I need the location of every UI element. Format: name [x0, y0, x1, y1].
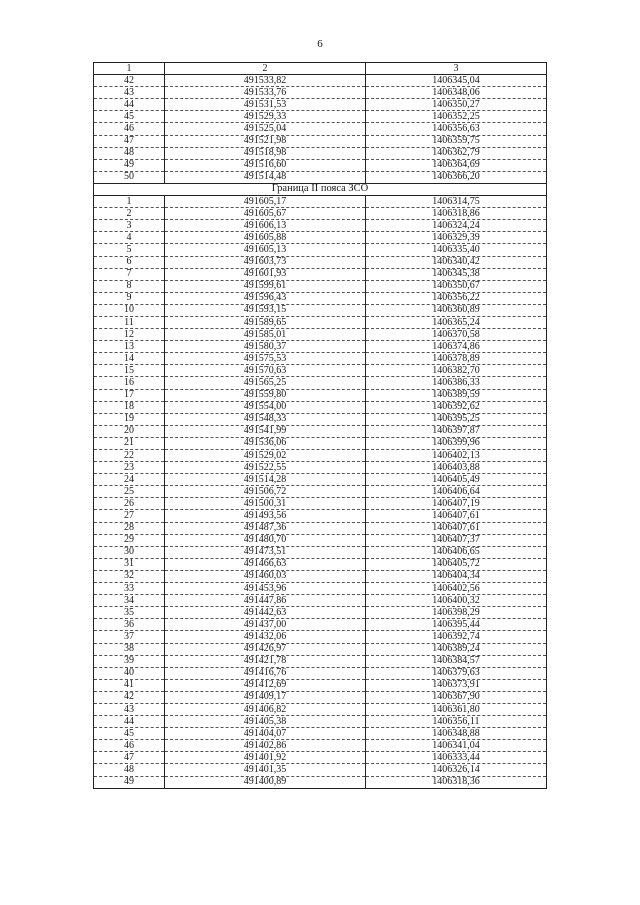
table-row [94, 111, 547, 123]
header-cell-x-coordinate: 2 [165, 63, 366, 75]
y-coordinate-cell: 1406370,58 [366, 329, 547, 341]
x-coordinate-cell: 491548,33 [165, 413, 366, 425]
point-number-cell: 29 [94, 534, 165, 546]
y-coordinate-cell: 1406406,64 [366, 486, 547, 498]
point-number-cell: 48 [94, 764, 165, 776]
x-coordinate-cell: 491605,67 [165, 208, 366, 220]
point-number-cell: 8 [94, 280, 165, 292]
table-body-group-2 [94, 196, 547, 789]
point-number-cell: 33 [94, 583, 165, 595]
table-row [94, 377, 547, 389]
y-coordinate-cell: 1406405,49 [366, 474, 547, 486]
y-coordinate-cell: 1406333,44 [366, 752, 547, 764]
point-number-cell: 28 [94, 522, 165, 534]
coordinates-table [93, 62, 547, 789]
y-coordinate-cell: 1406395,44 [366, 619, 547, 631]
point-number-cell: 11 [94, 316, 165, 328]
y-coordinate-cell: 1406373,91 [366, 679, 547, 691]
point-number-cell: 48 [94, 147, 165, 159]
table-row [94, 99, 547, 111]
y-coordinate-cell: 1406389,59 [366, 389, 547, 401]
point-number-cell: 42 [94, 691, 165, 703]
point-number-cell: 32 [94, 570, 165, 582]
point-number-cell: 46 [94, 740, 165, 752]
point-number-cell: 1 [94, 196, 165, 208]
point-number-cell: 40 [94, 667, 165, 679]
y-coordinate-cell: 1406395,25 [366, 413, 547, 425]
table-row [94, 413, 547, 425]
x-coordinate-cell: 491575,53 [165, 353, 366, 365]
x-coordinate-cell: 491580,37 [165, 341, 366, 353]
x-coordinate-cell: 491487,36 [165, 522, 366, 534]
table-row [94, 341, 547, 353]
y-coordinate-cell: 1406389,24 [366, 643, 547, 655]
y-coordinate-cell: 1406348,88 [366, 728, 547, 740]
point-number-cell: 15 [94, 365, 165, 377]
point-number-cell: 6 [94, 256, 165, 268]
x-coordinate-cell: 491521,98 [165, 135, 366, 147]
point-number-cell: 5 [94, 244, 165, 256]
x-coordinate-cell: 491570,63 [165, 365, 366, 377]
point-number-cell: 12 [94, 329, 165, 341]
table-row [94, 570, 547, 582]
table-row [94, 159, 547, 171]
table-row [94, 679, 547, 691]
header-row [94, 63, 547, 75]
x-coordinate-cell: 491404,07 [165, 728, 366, 740]
x-coordinate-cell: 491536,06 [165, 437, 366, 449]
x-coordinate-cell: 491506,72 [165, 486, 366, 498]
y-coordinate-cell: 1406403,88 [366, 462, 547, 474]
point-number-cell: 47 [94, 135, 165, 147]
x-coordinate-cell: 491605,13 [165, 244, 366, 256]
x-coordinate-cell: 491606,13 [165, 220, 366, 232]
y-coordinate-cell: 1406397,87 [366, 425, 547, 437]
y-coordinate-cell: 1406324,24 [366, 220, 547, 232]
table-body-group-1 [94, 75, 547, 184]
y-coordinate-cell: 1406382,70 [366, 365, 547, 377]
table-row [94, 87, 547, 99]
x-coordinate-cell: 491516,60 [165, 159, 366, 171]
x-coordinate-cell: 491559,80 [165, 389, 366, 401]
x-coordinate-cell: 491596,43 [165, 292, 366, 304]
section-heading-row [94, 183, 547, 195]
x-coordinate-cell: 491500,31 [165, 498, 366, 510]
point-number-cell: 49 [94, 776, 165, 788]
y-coordinate-cell: 1406345,04 [366, 75, 547, 87]
y-coordinate-cell: 1406314,75 [366, 196, 547, 208]
x-coordinate-cell: 491412,69 [165, 679, 366, 691]
y-coordinate-cell: 1406356,11 [366, 716, 547, 728]
point-number-cell: 9 [94, 292, 165, 304]
table-row [94, 425, 547, 437]
x-coordinate-cell: 491401,92 [165, 752, 366, 764]
point-number-cell: 47 [94, 752, 165, 764]
table-row [94, 619, 547, 631]
x-coordinate-cell: 491518,98 [165, 147, 366, 159]
y-coordinate-cell: 1406360,89 [366, 304, 547, 316]
y-coordinate-cell: 1406407,37 [366, 534, 547, 546]
y-coordinate-cell: 1406364,69 [366, 159, 547, 171]
x-coordinate-cell: 491426,97 [165, 643, 366, 655]
point-number-cell: 3 [94, 220, 165, 232]
table-row [94, 365, 547, 377]
point-number-cell: 16 [94, 377, 165, 389]
y-coordinate-cell: 1406335,40 [366, 244, 547, 256]
point-number-cell: 20 [94, 425, 165, 437]
table-row [94, 244, 547, 256]
table-row [94, 208, 547, 220]
point-number-cell: 13 [94, 341, 165, 353]
table-row [94, 232, 547, 244]
y-coordinate-cell: 1406326,14 [366, 764, 547, 776]
y-coordinate-cell: 1406348,06 [366, 87, 547, 99]
x-coordinate-cell: 491514,48 [165, 171, 366, 183]
x-coordinate-cell: 491531,53 [165, 99, 366, 111]
point-number-cell: 45 [94, 111, 165, 123]
point-number-cell: 43 [94, 87, 165, 99]
x-coordinate-cell: 491409,17 [165, 691, 366, 703]
x-coordinate-cell: 491466,63 [165, 558, 366, 570]
y-coordinate-cell: 1406365,24 [366, 316, 547, 328]
table-row [94, 728, 547, 740]
table-row [94, 691, 547, 703]
y-coordinate-cell: 1406318,36 [366, 776, 547, 788]
point-number-cell: 35 [94, 607, 165, 619]
header-cell-point-number: 1 [94, 63, 165, 75]
x-coordinate-cell: 491480,70 [165, 534, 366, 546]
x-coordinate-cell: 491529,02 [165, 450, 366, 462]
point-number-cell: 25 [94, 486, 165, 498]
table-row [94, 437, 547, 449]
y-coordinate-cell: 1406350,27 [366, 99, 547, 111]
y-coordinate-cell: 1406399,96 [366, 437, 547, 449]
header-cell-y-coordinate: 3 [366, 63, 547, 75]
table-row [94, 631, 547, 643]
x-coordinate-cell: 491447,86 [165, 595, 366, 607]
point-number-cell: 27 [94, 510, 165, 522]
x-coordinate-cell: 491593,15 [165, 304, 366, 316]
x-coordinate-cell: 491603,73 [165, 256, 366, 268]
page-number: 6 [317, 38, 323, 50]
x-coordinate-cell: 491406,82 [165, 703, 366, 715]
point-number-cell: 30 [94, 546, 165, 558]
table-row [94, 389, 547, 401]
x-coordinate-cell: 491605,17 [165, 196, 366, 208]
y-coordinate-cell: 1406379,63 [366, 667, 547, 679]
y-coordinate-cell: 1406402,56 [366, 583, 547, 595]
x-coordinate-cell: 491437,00 [165, 619, 366, 631]
table-row [94, 135, 547, 147]
table-row [94, 607, 547, 619]
table-row [94, 196, 547, 208]
point-number-cell: 4 [94, 232, 165, 244]
table-row [94, 716, 547, 728]
x-coordinate-cell: 491525,04 [165, 123, 366, 135]
x-coordinate-cell: 491402,86 [165, 740, 366, 752]
point-number-cell: 46 [94, 123, 165, 135]
y-coordinate-cell: 1406356,22 [366, 292, 547, 304]
x-coordinate-cell: 491599,61 [165, 280, 366, 292]
x-coordinate-cell: 491585,01 [165, 329, 366, 341]
point-number-cell: 44 [94, 99, 165, 111]
x-coordinate-cell: 491522,55 [165, 462, 366, 474]
point-number-cell: 50 [94, 171, 165, 183]
x-coordinate-cell: 491460,03 [165, 570, 366, 582]
y-coordinate-cell: 1406329,39 [366, 232, 547, 244]
table-header [94, 63, 547, 75]
table-row [94, 171, 547, 183]
table-row [94, 764, 547, 776]
point-number-cell: 38 [94, 643, 165, 655]
table-row [94, 147, 547, 159]
y-coordinate-cell: 1406407,19 [366, 498, 547, 510]
point-number-cell: 24 [94, 474, 165, 486]
table-row [94, 703, 547, 715]
table-row [94, 595, 547, 607]
x-coordinate-cell: 491453,96 [165, 583, 366, 595]
y-coordinate-cell: 1406350,67 [366, 280, 547, 292]
point-number-cell: 21 [94, 437, 165, 449]
y-coordinate-cell: 1406392,74 [366, 631, 547, 643]
y-coordinate-cell: 1406340,42 [366, 256, 547, 268]
table-row [94, 462, 547, 474]
table-row [94, 401, 547, 413]
y-coordinate-cell: 1406407,61 [366, 510, 547, 522]
point-number-cell: 19 [94, 413, 165, 425]
table-row [94, 740, 547, 752]
point-number-cell: 22 [94, 450, 165, 462]
table-row [94, 667, 547, 679]
x-coordinate-cell: 491529,33 [165, 111, 366, 123]
table-row [94, 256, 547, 268]
x-coordinate-cell: 491554,00 [165, 401, 366, 413]
table-row [94, 534, 547, 546]
x-coordinate-cell: 491601,93 [165, 268, 366, 280]
point-number-cell: 36 [94, 619, 165, 631]
table-row [94, 558, 547, 570]
x-coordinate-cell: 491493,56 [165, 510, 366, 522]
point-number-cell: 42 [94, 75, 165, 87]
x-coordinate-cell: 491421,78 [165, 655, 366, 667]
table-row [94, 292, 547, 304]
x-coordinate-cell: 491541,99 [165, 425, 366, 437]
table-row [94, 268, 547, 280]
table-row [94, 123, 547, 135]
table-row [94, 498, 547, 510]
x-coordinate-cell: 491514,28 [165, 474, 366, 486]
table-row [94, 643, 547, 655]
table-row [94, 304, 547, 316]
y-coordinate-cell: 1406341,04 [366, 740, 547, 752]
point-number-cell: 7 [94, 268, 165, 280]
table-row [94, 522, 547, 534]
point-number-cell: 49 [94, 159, 165, 171]
table-row [94, 583, 547, 595]
point-number-cell: 39 [94, 655, 165, 667]
point-number-cell: 45 [94, 728, 165, 740]
y-coordinate-cell: 1406359,75 [366, 135, 547, 147]
x-coordinate-cell: 491442,63 [165, 607, 366, 619]
y-coordinate-cell: 1406406,65 [366, 546, 547, 558]
x-coordinate-cell: 491405,38 [165, 716, 366, 728]
section-heading: Граница II пояса ЗСО [94, 183, 547, 195]
y-coordinate-cell: 1406367,90 [366, 691, 547, 703]
y-coordinate-cell: 1406356,63 [366, 123, 547, 135]
table-row [94, 280, 547, 292]
point-number-cell: 37 [94, 631, 165, 643]
section-heading-body [94, 183, 547, 195]
x-coordinate-cell: 491473,51 [165, 546, 366, 558]
y-coordinate-cell: 1406386,33 [366, 377, 547, 389]
y-coordinate-cell: 1406400,32 [366, 595, 547, 607]
y-coordinate-cell: 1406378,89 [366, 353, 547, 365]
point-number-cell: 10 [94, 304, 165, 316]
table-row [94, 655, 547, 667]
x-coordinate-cell: 491533,76 [165, 87, 366, 99]
x-coordinate-cell: 491533,82 [165, 75, 366, 87]
y-coordinate-cell: 1406366,20 [366, 171, 547, 183]
x-coordinate-cell: 491401,35 [165, 764, 366, 776]
table-row [94, 220, 547, 232]
table-row [94, 546, 547, 558]
x-coordinate-cell: 491432,06 [165, 631, 366, 643]
table-row [94, 316, 547, 328]
point-number-cell: 14 [94, 353, 165, 365]
y-coordinate-cell: 1406352,25 [366, 111, 547, 123]
point-number-cell: 43 [94, 703, 165, 715]
y-coordinate-cell: 1406398,29 [366, 607, 547, 619]
table-row [94, 776, 547, 788]
table-row [94, 752, 547, 764]
point-number-cell: 2 [94, 208, 165, 220]
point-number-cell: 17 [94, 389, 165, 401]
point-number-cell: 23 [94, 462, 165, 474]
table-row [94, 353, 547, 365]
table-row [94, 329, 547, 341]
x-coordinate-cell: 491565,25 [165, 377, 366, 389]
point-number-cell: 31 [94, 558, 165, 570]
y-coordinate-cell: 1406392,62 [366, 401, 547, 413]
x-coordinate-cell: 491416,76 [165, 667, 366, 679]
table-row [94, 75, 547, 87]
table-row [94, 486, 547, 498]
y-coordinate-cell: 1406402,13 [366, 450, 547, 462]
table-row [94, 510, 547, 522]
table-row [94, 450, 547, 462]
y-coordinate-cell: 1406405,72 [366, 558, 547, 570]
y-coordinate-cell: 1406361,80 [366, 703, 547, 715]
x-coordinate-cell: 491605,88 [165, 232, 366, 244]
y-coordinate-cell: 1406407,61 [366, 522, 547, 534]
point-number-cell: 26 [94, 498, 165, 510]
point-number-cell: 18 [94, 401, 165, 413]
point-number-cell: 44 [94, 716, 165, 728]
y-coordinate-cell: 1406318,86 [366, 208, 547, 220]
table-row [94, 474, 547, 486]
y-coordinate-cell: 1406404,34 [366, 570, 547, 582]
y-coordinate-cell: 1406374,86 [366, 341, 547, 353]
point-number-cell: 41 [94, 679, 165, 691]
x-coordinate-cell: 491400,89 [165, 776, 366, 788]
y-coordinate-cell: 1406384,57 [366, 655, 547, 667]
y-coordinate-cell: 1406345,38 [366, 268, 547, 280]
x-coordinate-cell: 491589,65 [165, 316, 366, 328]
point-number-cell: 34 [94, 595, 165, 607]
y-coordinate-cell: 1406362,79 [366, 147, 547, 159]
